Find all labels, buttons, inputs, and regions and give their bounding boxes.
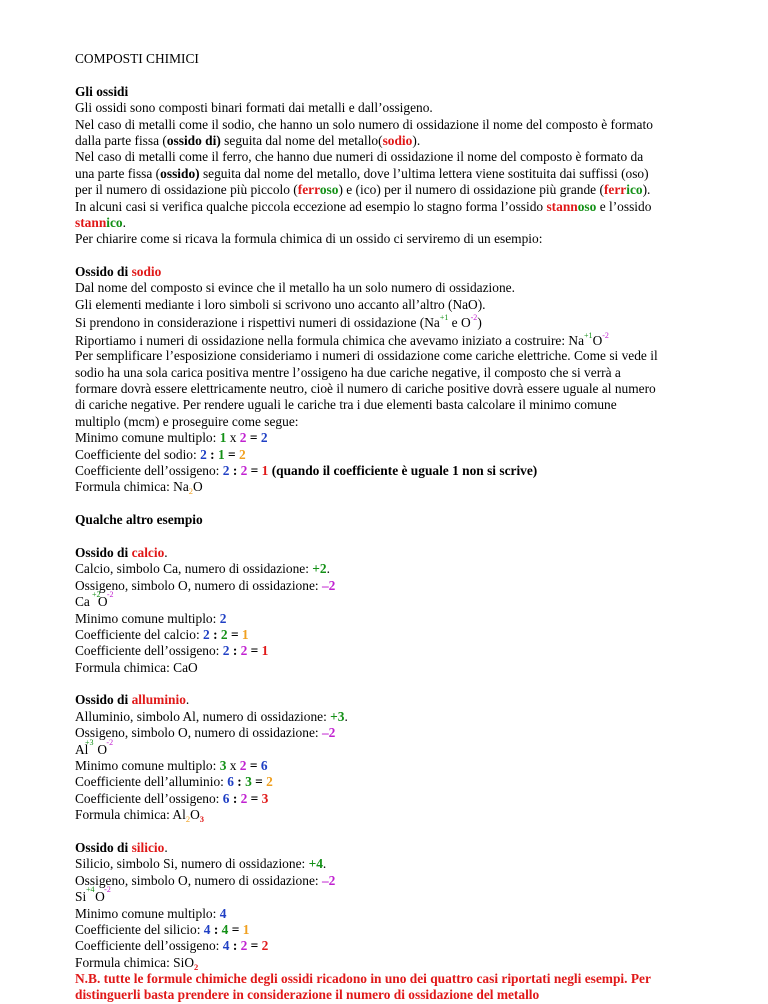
paragraph: Alluminio, simbolo Al, numero di ossidazione: +3. — [75, 708, 348, 724]
ion-formula: Al +3 O -2 — [75, 737, 114, 757]
mcm-line: Minimo comune multiplo: 4 — [75, 905, 227, 921]
section-heading-calcio: Ossido di calcio. — [75, 544, 168, 560]
paragraph: formare dovrà essere elettricamente neutro, cioè il numero di cariche positive dovrà essere uguale al numero — [75, 381, 656, 397]
paragraph: Ossigeno, simbolo O, numero di ossidazione: –2 — [75, 725, 336, 741]
formula-line: Formula chimica: $Na_2O$ — [75, 479, 203, 497]
section-heading-sodio: Ossido di sodio — [75, 264, 162, 280]
formula-line: Formula chimica: CaO — [75, 659, 198, 675]
mcm-line: Minimo comune multiplo: 1 x 2 = 2 — [75, 430, 268, 446]
section-heading-ossidi: Gli ossidi — [75, 83, 129, 99]
paragraph: Dal nome del composto si evince che il metallo ha un solo numero di ossidazione. — [75, 280, 515, 296]
coefficient-line: Coefficiente del sodio: 2 : 1 = 2 — [75, 446, 246, 462]
coefficient-line: Coefficiente dell’ossigeno: 4 : 2 = 2 — [75, 938, 269, 954]
paragraph: Gli elementi mediante i loro simboli si scrivono uno accanto all’altro (NaO). — [75, 296, 486, 312]
document-title: COMPOSTI CHIMICI — [75, 51, 199, 66]
paragraph: Per chiarire come si ricava la formula chimica di un ossido ci serviremo di un esempio: — [75, 231, 543, 247]
paragraph: Si prendono in considerazione i rispettivi numeri di ossidazione ($Na^{+1}$ e $O^{-2}$) — [75, 313, 482, 331]
ion-formula: Ca +2 O -2 — [75, 590, 114, 610]
nb-note: distinguerli basta prendere in considerazione il numero di ossidazione del metallo — [75, 987, 540, 1003]
paragraph: sodio ha una sola carica positiva mentre l’ossigeno ha due cariche negative, il composto che si verrà a — [75, 364, 621, 380]
mcm-line: Minimo comune multiplo: 2 — [75, 610, 227, 626]
paragraph: Ossigeno, simbolo O, numero di ossidazione: –2 — [75, 577, 336, 593]
formula-line: Formula chimica: SiO$_2$ — [75, 954, 199, 972]
section-heading-silicio: Ossido di silicio. — [75, 839, 168, 855]
paragraph: In alcuni casi si verifica qualche piccola eccezione ad esempio lo stagno forma l’ossido stannoso e l’ossido — [75, 198, 652, 214]
document-body — [75, 51, 735, 1004]
coefficient-line: Coefficiente dell’alluminio: 6 : 3 = 2 — [75, 774, 273, 790]
coefficient-line: Coefficiente del silicio: 4 : 4 = 1 — [75, 921, 250, 937]
coefficient-line: Coefficiente dell’ossigeno: 2 : 2 = 1 — [75, 643, 269, 659]
paragraph: Nel caso di metalli come il ferro, che hanno due numeri di ossidazione il nome del composto è formato da — [75, 149, 644, 165]
coefficient-line: Coefficiente del calcio: 2 : 2 = 1 — [75, 626, 249, 642]
coefficient-line: Coefficiente dell’ossigeno: 2 : 2 = 1 (quando il coefficiente è uguale 1 non si scrive) — [75, 462, 538, 478]
paragraph: multiplo (mcm) e proseguire come segue: — [75, 413, 299, 429]
paragraph: Calcio, simbolo Ca, numero di ossidazione: +2. — [75, 561, 330, 577]
coefficient-line: Coefficiente dell’ossigeno: 6 : 2 = 3 — [75, 790, 269, 806]
section-heading-altri: Qualche altro esempio — [75, 512, 203, 528]
mcm-line: Minimo comune multiplo: 3 x 2 = 6 — [75, 758, 268, 774]
paragraph: di cariche negative. Per rendere uguali le cariche tra i due elementi basta calcolare il minimo comune — [75, 397, 617, 413]
section-heading-alluminio: Ossido di alluminio. — [75, 692, 190, 708]
paragraph: stannico. — [75, 214, 126, 230]
ion-formula: Si +4 O -2 — [75, 885, 111, 905]
formula-line: Formula chimica: $Al_2O_3$ — [75, 807, 204, 825]
paragraph: per il numero di ossidazione più piccolo (ferroso) e (ico) per il numero di ossidazione più grande (ferrico). — [75, 182, 651, 198]
paragraph: Ossigeno, simbolo O, numero di ossidazione: –2 — [75, 872, 336, 888]
paragraph: una parte fissa (ossido) seguita dal nome del metallo, dove l’ultima lettera viene sostituita dai suffissi (oso) — [75, 165, 649, 181]
paragraph: Per semplificare l’esposizione consideriamo i numeri di ossidazione come cariche elettriche. Come si vede il — [75, 348, 658, 364]
paragraph: dalla parte fissa (ossido di) seguita dal nome del metallo(sodio). — [75, 132, 421, 148]
paragraph: Gli ossidi sono composti binari formati dai metalli e dall’ossigeno. — [75, 100, 433, 116]
paragraph: Silicio, simbolo Si, numero di ossidazione: +4. — [75, 856, 327, 872]
paragraph: Nel caso di metalli come il sodio, che hanno un solo numero di ossidazione il nome del composto è formato — [75, 116, 653, 132]
paragraph: Riportiamo i numeri di ossidazione nella formula chimica che avevamo iniziato a costruire: $Na^{+1}O^{-2}$ — [75, 330, 609, 348]
nb-note: N.B. tutte le formule chimiche degli ossidi ricadono in uno dei quattro casi riportati negli esempi. Per — [75, 971, 651, 987]
